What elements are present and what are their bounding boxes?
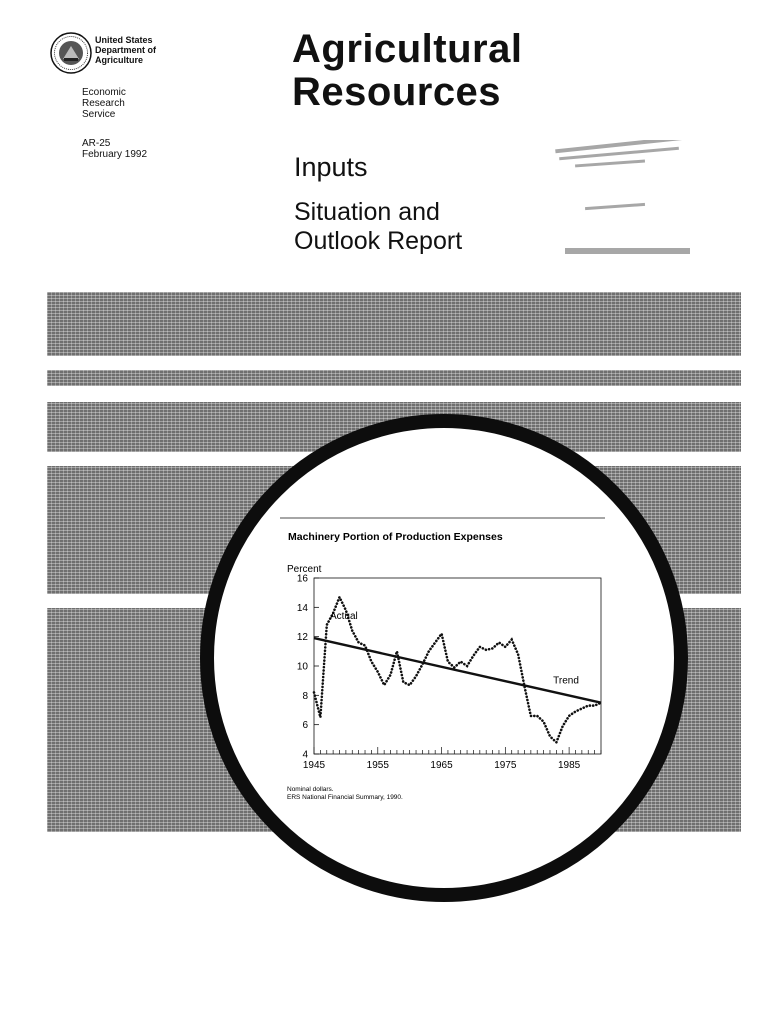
x-tick-label: 1985	[557, 760, 581, 771]
series-label-trend: Trend	[553, 675, 579, 687]
chart-source: ERS National Financial Summary, 1990.	[287, 794, 403, 801]
x-tick-label: 1955	[366, 760, 389, 771]
y-tick-label: 4	[302, 749, 308, 761]
x-tick-label: 1975	[494, 760, 517, 771]
y-tick-label: 10	[296, 661, 308, 673]
report-type: Situation and Outlook Report	[294, 198, 463, 255]
y-tick-label: 14	[296, 602, 308, 614]
y-tick-label: 12	[296, 632, 308, 644]
report-subtitle: Inputs	[294, 152, 368, 182]
agency-name: United States Department of Agriculture	[95, 35, 157, 65]
report-date: February 1992	[82, 149, 148, 160]
service-name: Economic Research Service	[82, 87, 126, 120]
usda-seal-logo	[50, 32, 92, 74]
report-identifier	[82, 138, 147, 160]
x-tick-label: 1945	[302, 760, 326, 771]
page-title: Agricultural Resources	[292, 27, 523, 114]
y-tick-label: 8	[302, 690, 308, 702]
series-trend-line	[314, 638, 601, 703]
gray-band-2	[47, 370, 741, 386]
series-label-actual: Actual	[329, 611, 358, 623]
y-tick-label: 16	[296, 573, 308, 585]
chart-title: Machinery Portion of Production Expenses	[288, 531, 503, 543]
received-stamp	[535, 140, 705, 270]
gray-band-1	[47, 292, 741, 356]
y-axis-label: Percent	[287, 564, 322, 575]
x-tick-label: 1965	[430, 760, 453, 771]
y-tick-label: 6	[302, 720, 308, 732]
chart-note: Nominal dollars.	[287, 786, 334, 793]
plot-area	[297, 574, 601, 772]
machinery-expense-chart	[270, 510, 610, 830]
report-number: AR-25	[82, 138, 111, 149]
